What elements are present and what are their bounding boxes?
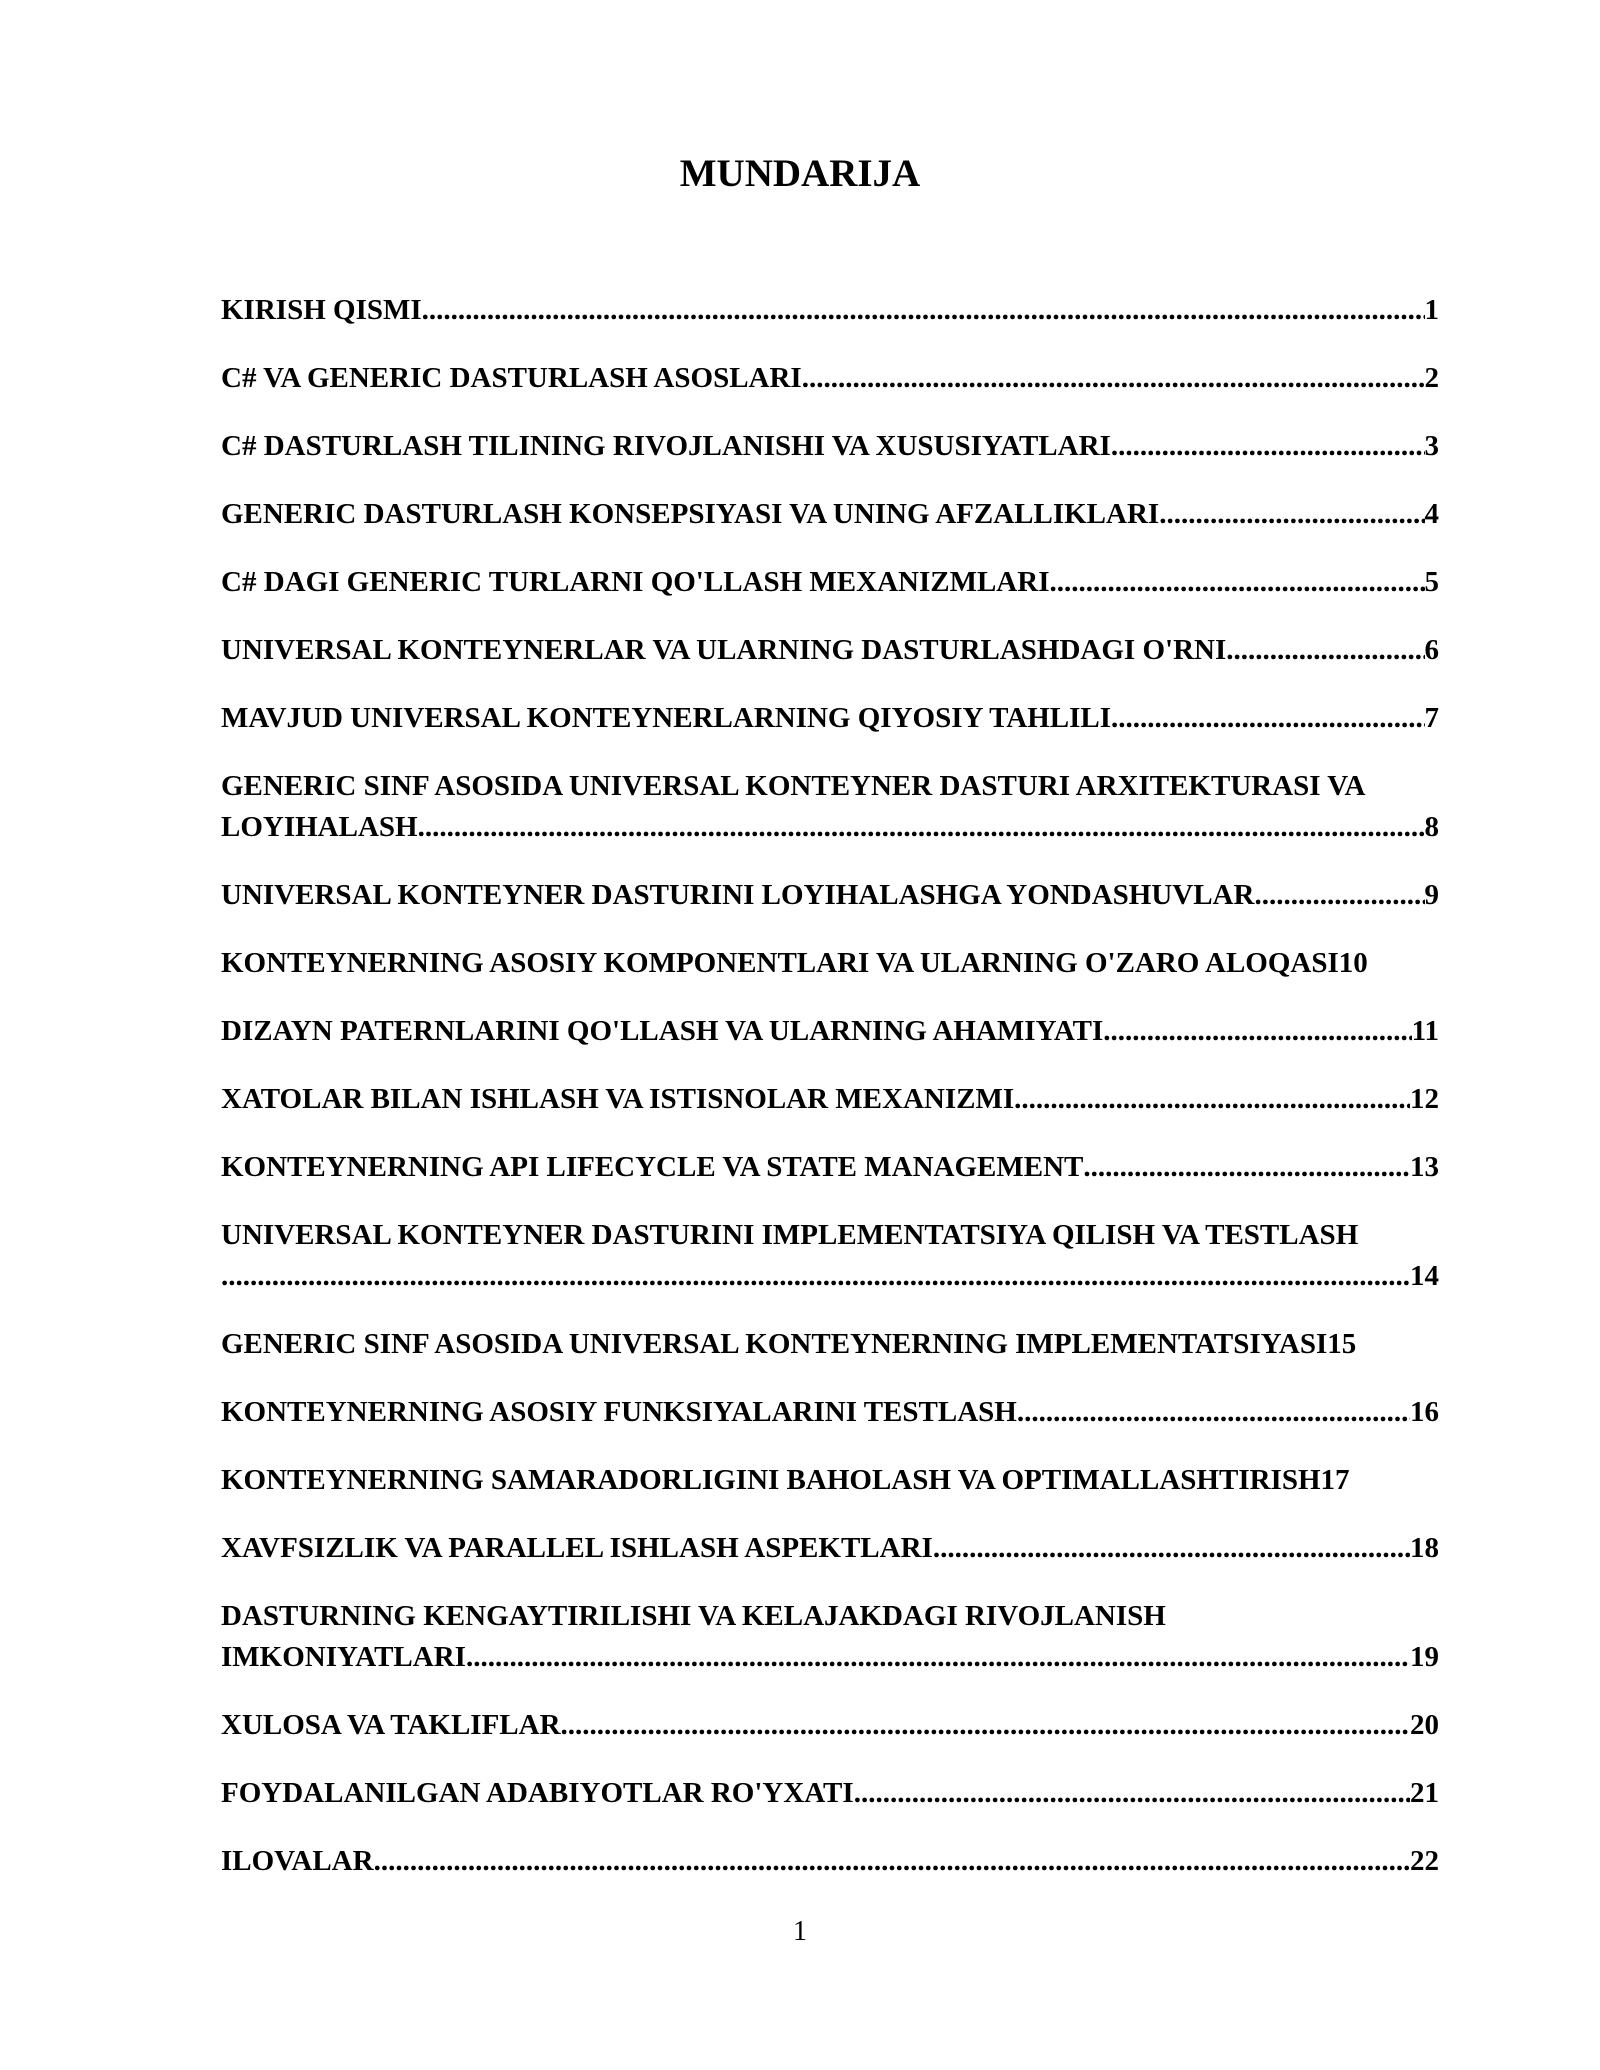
- toc-entry-title: GENERIC DASTURLASH KONSEPSIYASI VA UNING AFZALLIKLARI: [221, 498, 1160, 530]
- toc-entry[interactable]: [221, 630, 1439, 671]
- toc-entry-page: 17: [1320, 1464, 1350, 1496]
- toc-entry-page: 5: [1424, 566, 1439, 598]
- toc-entry-page: 16: [1410, 1396, 1439, 1428]
- toc-entry-page: 21: [1410, 1777, 1439, 1809]
- toc-dot-leader: [221, 1256, 1410, 1297]
- toc-entry[interactable]: [221, 1392, 1439, 1433]
- toc-dot-leader: [1111, 698, 1424, 739]
- toc-dot-leader: [854, 1773, 1410, 1814]
- toc-entry-title: KONTEYNERNING API LIFECYCLE VA STATE MANAGEMENT: [221, 1151, 1084, 1183]
- toc-entry[interactable]: [221, 1079, 1439, 1120]
- toc-dot-leader: [1254, 875, 1424, 916]
- toc-entry-line: [221, 1773, 1439, 1814]
- toc-entry-page: 13: [1410, 1151, 1439, 1183]
- toc-entry[interactable]: [221, 1147, 1439, 1188]
- toc-entry-line: [221, 1637, 1439, 1678]
- page-number: 1: [793, 1916, 807, 1947]
- toc-entry[interactable]: [221, 1460, 1439, 1501]
- toc-dot-leader: [1049, 562, 1424, 603]
- toc-entry-line: [221, 807, 1439, 848]
- toc-entry-page: 19: [1410, 1641, 1439, 1673]
- toc-entry[interactable]: [221, 290, 1439, 331]
- toc-entry-page: 14: [1410, 1260, 1439, 1292]
- toc-dot-leader: [1014, 1079, 1410, 1120]
- toc-entry-title-line: DASTURNING KENGAYTIRILISHI VA KELAJAKDAGI RIVOJLANISH: [221, 1600, 1166, 1632]
- toc-entry[interactable]: [221, 1773, 1439, 1814]
- toc-dot-leader: [418, 807, 1425, 848]
- toc-entry[interactable]: [221, 1324, 1439, 1365]
- toc-entry-page: 3: [1424, 430, 1439, 462]
- toc-entry-title-line: GENERIC SINF ASOSIDA UNIVERSAL KONTEYNER DASTURI ARXITEKTURASI VA: [221, 770, 1366, 802]
- toc-entry-line: [221, 1460, 1439, 1501]
- toc-entry-line: [221, 1147, 1439, 1188]
- toc-entry-line: [221, 1324, 1439, 1365]
- toc-entry-page: 1: [1424, 294, 1439, 326]
- toc-entry-page: 2: [1424, 362, 1439, 394]
- toc-entry-line: [221, 358, 1439, 399]
- toc-entry-title-line: UNIVERSAL KONTEYNER DASTURINI IMPLEMENTATSIYA QILISH VA TESTLASH: [221, 1219, 1359, 1251]
- toc-entry-title: KONTEYNERNING ASOSIY FUNKSIYALARINI TESTLASH: [221, 1396, 1017, 1428]
- toc-entry-title: C# VA GENERIC DASTURLASH ASOSLARI: [221, 362, 802, 394]
- toc-entry-title: C# DASTURLASH TILINING RIVOJLANISHI VA XUSUSIYATLARI: [221, 430, 1111, 462]
- toc-dot-leader: [1159, 494, 1424, 535]
- toc-entry-title: KONTEYNERNING SAMARADORLIGINI BAHOLASH VA OPTIMALLASHTIRISH: [221, 1464, 1321, 1496]
- toc-entry[interactable]: [221, 1528, 1439, 1569]
- toc-entry-line: [221, 426, 1439, 467]
- toc-entry[interactable]: [221, 1596, 1439, 1678]
- toc-entry-title: UNIVERSAL KONTEYNERLAR VA ULARNING DASTURLASHDAGI O'RNI: [221, 634, 1227, 666]
- toc-entry-page: 9: [1424, 879, 1439, 911]
- toc-entry-line: [221, 494, 1439, 535]
- toc-dot-leader: [1226, 630, 1424, 671]
- toc-entry[interactable]: [221, 698, 1439, 739]
- toc-entry-title: FOYDALANILGAN ADABIYOTLAR RO'YXATI: [221, 1777, 854, 1809]
- toc-dot-leader: [1103, 1011, 1411, 1052]
- toc-entry[interactable]: [221, 426, 1439, 467]
- toc-entry[interactable]: [221, 875, 1439, 916]
- toc-entry-line: [221, 1841, 1439, 1882]
- toc-dot-leader: [561, 1705, 1410, 1746]
- toc-entry-title: XAVFSIZLIK VA PARALLEL ISHLASH ASPEKTLARI: [221, 1532, 933, 1564]
- toc-entry-page: 22: [1410, 1845, 1439, 1877]
- toc-title: MUNDARIJA: [679, 152, 921, 195]
- table-of-contents: [221, 290, 1439, 1909]
- toc-dot-leader: [422, 290, 1425, 331]
- toc-entry-page: 10: [1338, 947, 1368, 979]
- toc-entry[interactable]: [221, 1705, 1439, 1746]
- toc-entry-title: UNIVERSAL KONTEYNER DASTURINI LOYIHALASHGA YONDASHUVLAR: [221, 879, 1255, 911]
- toc-entry-line: [221, 943, 1439, 984]
- toc-entry[interactable]: [221, 1011, 1439, 1052]
- toc-entry[interactable]: [221, 766, 1439, 848]
- toc-entry-title: XATOLAR BILAN ISHLASH VA ISTISNOLAR MEXANIZMI: [221, 1083, 1015, 1115]
- toc-entry-page: 4: [1424, 498, 1439, 530]
- toc-entry-title: XULOSA VA TAKLIFLAR: [221, 1709, 561, 1741]
- toc-dot-leader: [1017, 1392, 1410, 1433]
- toc-entry-page: 12: [1410, 1083, 1439, 1115]
- toc-entry-title: ILOVALAR: [221, 1845, 374, 1877]
- toc-entry-page: 18: [1410, 1532, 1439, 1564]
- toc-entry-line: [221, 1392, 1439, 1433]
- toc-entry-line: [221, 1528, 1439, 1569]
- toc-entry-line: [221, 1011, 1439, 1052]
- toc-entry-line: [221, 698, 1439, 739]
- toc-entry-title: KIRISH QISMI: [221, 294, 422, 326]
- toc-entry-page: 11: [1411, 1015, 1439, 1047]
- toc-dot-leader: [802, 358, 1425, 399]
- toc-entry-line: [221, 1705, 1439, 1746]
- toc-entry[interactable]: [221, 358, 1439, 399]
- toc-entry-title: C# DAGI GENERIC TURLARNI QO'LLASH MEXANIZMLARI: [221, 566, 1050, 598]
- toc-entry-page: 20: [1410, 1709, 1439, 1741]
- toc-entry-line: [221, 1256, 1439, 1297]
- toc-entry-page: 15: [1327, 1328, 1357, 1360]
- toc-entry[interactable]: [221, 494, 1439, 535]
- toc-entry-line: [221, 1079, 1439, 1120]
- toc-dot-leader: [374, 1841, 1410, 1882]
- toc-entry-page: 6: [1424, 634, 1439, 666]
- toc-entry-line: [221, 290, 1439, 331]
- toc-entry-line: [221, 875, 1439, 916]
- toc-dot-leader: [1083, 1147, 1410, 1188]
- toc-entry-title: GENERIC SINF ASOSIDA UNIVERSAL KONTEYNERNING IMPLEMENTATSIYASI: [221, 1328, 1328, 1360]
- toc-dot-leader: [466, 1637, 1410, 1678]
- toc-entry-title: KONTEYNERNING ASOSIY KOMPONENTLARI VA ULARNING O'ZARO ALOQASI: [221, 947, 1339, 979]
- toc-entry[interactable]: [221, 943, 1439, 984]
- toc-entry[interactable]: [221, 1841, 1439, 1882]
- toc-entry[interactable]: [221, 1215, 1439, 1297]
- toc-entry-line: [221, 562, 1439, 603]
- toc-entry[interactable]: [221, 562, 1439, 603]
- toc-entry-title: LOYIHALASH: [221, 811, 418, 843]
- toc-dot-leader: [933, 1528, 1410, 1569]
- toc-entry-line: [221, 630, 1439, 671]
- toc-entry-title: DIZAYN PATERNLARINI QO'LLASH VA ULARNING AHAMIYATI: [221, 1015, 1104, 1047]
- toc-entry-title: IMKONIYATLARI: [221, 1641, 466, 1673]
- toc-entry-page: 7: [1424, 702, 1439, 734]
- toc-dot-leader: [1111, 426, 1425, 467]
- toc-entry-page: 8: [1424, 811, 1439, 843]
- toc-entry-title: MAVJUD UNIVERSAL KONTEYNERLARNING QIYOSIY TAHLILI: [221, 702, 1112, 734]
